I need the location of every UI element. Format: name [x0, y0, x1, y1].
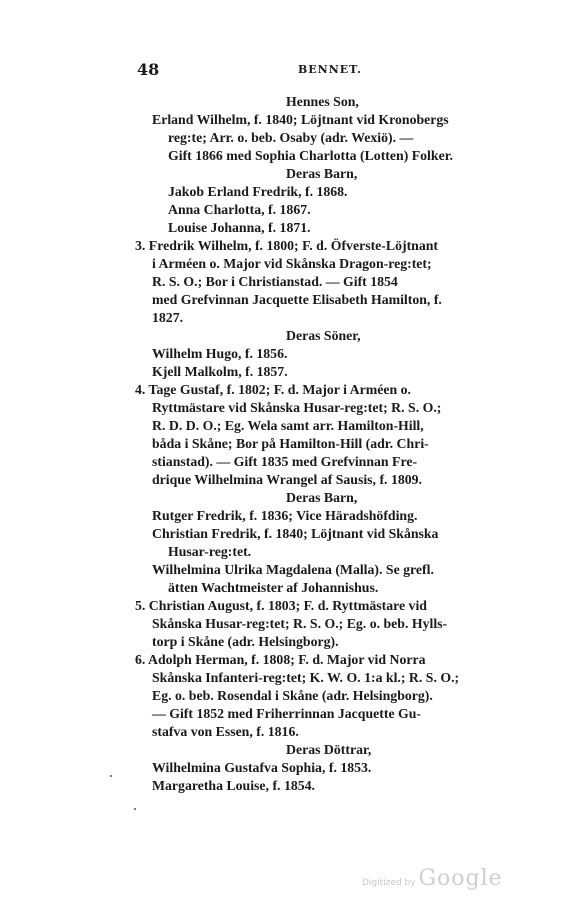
text-line: stianstad). — Gift 1835 med Grefvinnan Fre-	[152, 454, 418, 469]
text-line: Deras Barn,	[286, 490, 358, 505]
text-line: Wilhelmina Ulrika Magdalena (Malla). Se grefl.	[152, 562, 434, 577]
text-line: Rutger Fredrik, f. 1836; Vice Häradshöfding.	[152, 508, 418, 523]
text-line: 6. Adolph Herman, f. 1808; F. d. Major vid Norra	[135, 652, 426, 667]
digitized-watermark	[362, 866, 503, 891]
text-line: 1827.	[152, 310, 184, 325]
text-line: Louise Johanna, f. 1871.	[168, 220, 311, 235]
text-line: torp i Skåne (adr. Helsingborg).	[152, 634, 339, 649]
text-line: Wilhelm Hugo, f. 1856.	[152, 346, 288, 361]
watermark-brand: Google	[418, 866, 503, 891]
running-head: BENNET.	[298, 63, 362, 76]
page-number: 48	[137, 60, 160, 79]
text-line: Jakob Erland Fredrik, f. 1868.	[168, 184, 348, 199]
text-line: båda i Skåne; Bor på Hamilton-Hill (adr. Chri-	[152, 436, 429, 451]
text-line: Ryttmästare vid Skånska Husar-reg:tet; R. S. O.;	[152, 400, 442, 415]
ink-speck	[110, 775, 112, 777]
text-line: — Gift 1852 med Friherrinnan Jacquette Gu-	[152, 706, 422, 721]
text-line: Erland Wilhelm, f. 1840; Löjtnant vid Kronobergs	[152, 112, 449, 127]
text-line: Gift 1866 med Sophia Charlotta (Lotten) Folker.	[168, 148, 453, 163]
text-line: Husar-reg:tet.	[168, 544, 252, 559]
text-line: R. S. O.; Bor i Christianstad. — Gift 1854	[152, 274, 398, 289]
text-line: i Arméen o. Major vid Skånska Dragon-reg:tet;	[152, 256, 432, 271]
text-line: 3. Fredrik Wilhelm, f. 1800; F. d. Öfverste-Löjtnant	[135, 238, 439, 253]
text-line: Deras Söner,	[286, 328, 361, 343]
text-line: Wilhelmina Gustafva Sophia, f. 1853.	[152, 760, 372, 775]
text-line: stafva von Essen, f. 1816.	[152, 724, 299, 739]
text-line: Anna Charlotta, f. 1867.	[168, 202, 311, 217]
text-line: R. D. D. O.; Eg. Wela samt arr. Hamilton-Hill,	[152, 418, 424, 433]
text-line: drique Wilhelmina Wrangel af Sausis, f. 1809.	[152, 472, 422, 487]
text-line: Hennes Son,	[286, 94, 359, 109]
text-line: reg:te; Arr. o. beb. Osaby (adr. Wexiö). —	[168, 130, 414, 145]
text-line: Skånska Husar-reg:tet; R. S. O.; Eg. o. beb. Hylls-	[152, 616, 448, 631]
text-line: Deras Barn,	[286, 166, 358, 181]
text-line: med Grefvinnan Jacquette Elisabeth Hamilton, f.	[152, 292, 442, 307]
watermark-prefix: Digitized by	[362, 878, 416, 888]
text-line: Margaretha Louise, f. 1854.	[152, 778, 315, 793]
text-line: Kjell Malkolm, f. 1857.	[152, 364, 288, 379]
ink-speck	[134, 808, 136, 810]
text-line: 4. Tage Gustaf, f. 1802; F. d. Major i Arméen o.	[135, 382, 411, 397]
text-line: ätten Wachtmeister af Johannishus.	[168, 580, 379, 595]
text-line: Skånska Infanteri-reg:tet; K. W. O. 1:a kl.; R. S. O.;	[152, 670, 460, 685]
text-line: Eg. o. beb. Rosendal i Skåne (adr. Helsingborg).	[152, 688, 433, 703]
text-line: Deras Döttrar,	[286, 742, 372, 757]
text-line: 5. Christian August, f. 1803; F. d. Ryttmästare vid	[135, 598, 427, 613]
text-line: Christian Fredrik, f. 1840; Löjtnant vid Skånska	[152, 526, 439, 541]
